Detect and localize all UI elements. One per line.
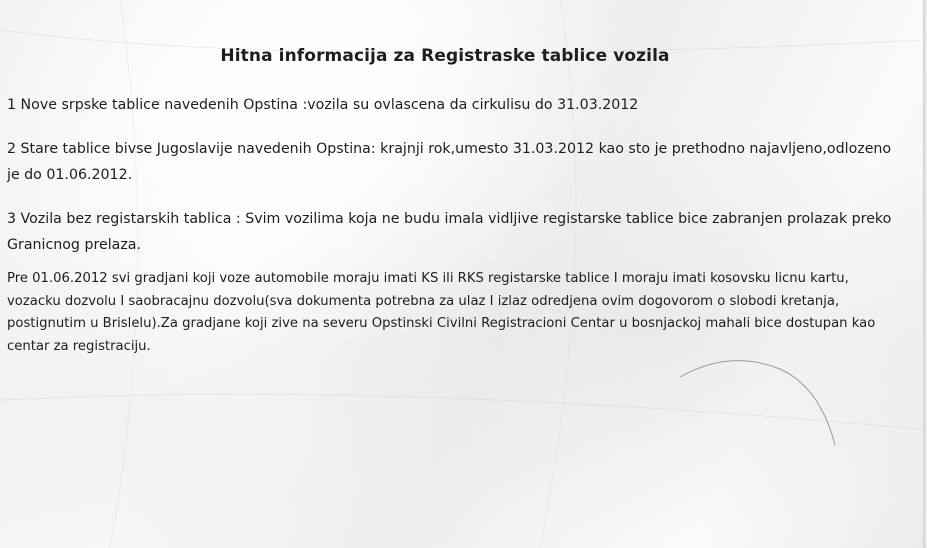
scan-edge-shadow [923, 0, 927, 548]
paragraph-4: Pre 01.06.2012 svi gradjani koji voze automobile moraju imati KS ili RKS registarske tablice I moraju imati kosovsku licnu kartu, vozacku dozvolu I saobracajnu dozvolu(sva dokumenta potrebna za ulaz I izlaz odredjena ovim dogovorom o slobodi kretanja, postignutim u Brislelu).Za gradjane koji zive na severu Opstinski Civilni Registracioni Centar u bosnjackoj mahali bice dostupan kao centar za registraciju. [7, 271, 876, 354]
document-title: Hitna informacija za Registraske tablice vozila [220, 46, 670, 66]
paragraph-1: 1 Nove srpske tablice navedenih Opstina :vozila su ovlascena da cirkulisu do 31.03.2012 [7, 97, 639, 113]
paragraph-2: 2 Stare tablice bivse Jugoslavije navedenih Opstina: krajnji rok,umesto 31.03.2012 kao sto je prethodno najavljeno,odlozeno je do 01.06.2012. [7, 141, 892, 183]
paragraph-3: 3 Vozila bez registarskih tablica : Svim vozilima koja ne budu imala vidljive registarske tablice bice zabranjen prolazak preko Granicnog prelaza. [7, 211, 892, 253]
stamp-arc-mark [670, 355, 850, 475]
